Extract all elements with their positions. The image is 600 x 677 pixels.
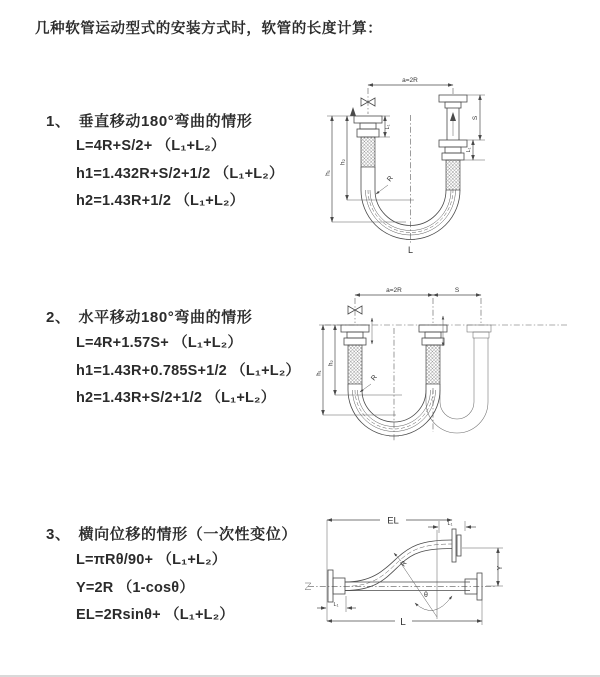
- section3-number: 3、: [46, 526, 71, 543]
- dim-label-r: R: [399, 559, 409, 569]
- formula-line: L=4R+1.57S+ （L₁+L₂）: [76, 335, 243, 351]
- displaced-end-flange: [452, 529, 461, 562]
- section3-formulas: [76, 547, 234, 630]
- dim-label-l: L: [400, 617, 406, 628]
- dim-label-l1-left: L₁: [385, 124, 391, 130]
- dim-label-r: R: [386, 174, 395, 184]
- dim-label-a2r: a=2R: [402, 77, 418, 84]
- section3-title: 横向位移的情形（一次性变位）: [78, 526, 297, 543]
- braided-hose-section: [446, 160, 460, 190]
- dim-label-el: EL: [387, 515, 399, 527]
- section3-heading: [46, 523, 297, 544]
- section2-heading: [46, 306, 252, 327]
- dim-label-r: R: [370, 373, 379, 383]
- section1-number: 1、: [46, 113, 71, 130]
- section1-title: 垂直移动180°弯曲的情形: [78, 113, 253, 130]
- dim-label-h1: h₁: [316, 370, 323, 376]
- formula-line: h2=1.43R+S/2+1/2 （L₁+L₂）: [76, 390, 276, 406]
- hose-centerline: [345, 544, 452, 586]
- formula-line: h2=1.43R+1/2 （L₁+L₂）: [76, 193, 245, 209]
- left-pipe-fitting: [350, 107, 382, 190]
- right-pipe-fitting: [439, 95, 467, 190]
- r-leader-arrow: [376, 185, 388, 194]
- dim-label-s: S: [454, 287, 460, 294]
- section1-heading: [46, 110, 252, 131]
- dim-label-h2: h₂: [339, 158, 347, 166]
- dim-label-y: Y: [497, 565, 504, 571]
- section1-formulas: [76, 133, 284, 216]
- formula-line: L=πRθ/90+ （L₁+L₂）: [76, 552, 227, 568]
- dim-label-h2: h₂: [328, 360, 335, 366]
- section2-formulas: [76, 330, 300, 413]
- diagram-vertical-180-bend: [310, 70, 580, 260]
- braided-hose-section: [361, 137, 375, 167]
- formula-line: Y=2R （1-cosθ）: [76, 579, 195, 596]
- dim-label-h1: h₁: [324, 170, 332, 176]
- original-hose-straight: [305, 582, 496, 591]
- angle-arc: [415, 596, 452, 611]
- displaced-hose-curve: [345, 540, 452, 591]
- diagram-horizontal-180-bend: [310, 280, 600, 455]
- braided-hose-section: [426, 345, 440, 384]
- section2-number: 2、: [46, 309, 71, 326]
- diagram-lateral-displacement: [300, 500, 600, 660]
- movement-arrow-up: [450, 112, 456, 121]
- displaced-hose-outline: [440, 338, 474, 419]
- dim-label-s: S: [472, 115, 479, 121]
- left-pipe-fitting: [341, 325, 369, 390]
- dim-label-l1-bottom: L₁: [333, 602, 339, 608]
- dim-label-theta: θ: [424, 592, 428, 599]
- formula-line: L=4R+S/2+ （L₁+L₂）: [76, 138, 226, 154]
- movement-arrow-up: [350, 107, 356, 116]
- radius-line: [399, 559, 437, 617]
- dim-label-l: L: [407, 245, 414, 255]
- formula-line: h1=1.432R+S/2+1/2 （L₁+L₂）: [76, 165, 284, 182]
- dim-label-l1-top: L₁: [447, 521, 453, 527]
- page-title: 几种软管运动型式的安装方式时，软管的长度计算：: [35, 21, 383, 37]
- dim-label-a2r: a=2R: [386, 287, 402, 294]
- formula-line: h1=1.43R+0.785S+1/2 （L₁+L₂）: [76, 362, 301, 379]
- formula-line: EL=2Rsinθ+ （L₁+L₂）: [76, 607, 235, 623]
- braided-hose-section: [348, 345, 362, 384]
- section2-title: 水平移动180°弯曲的情形: [78, 309, 253, 326]
- dim-label-l1-right: L₁: [466, 147, 472, 153]
